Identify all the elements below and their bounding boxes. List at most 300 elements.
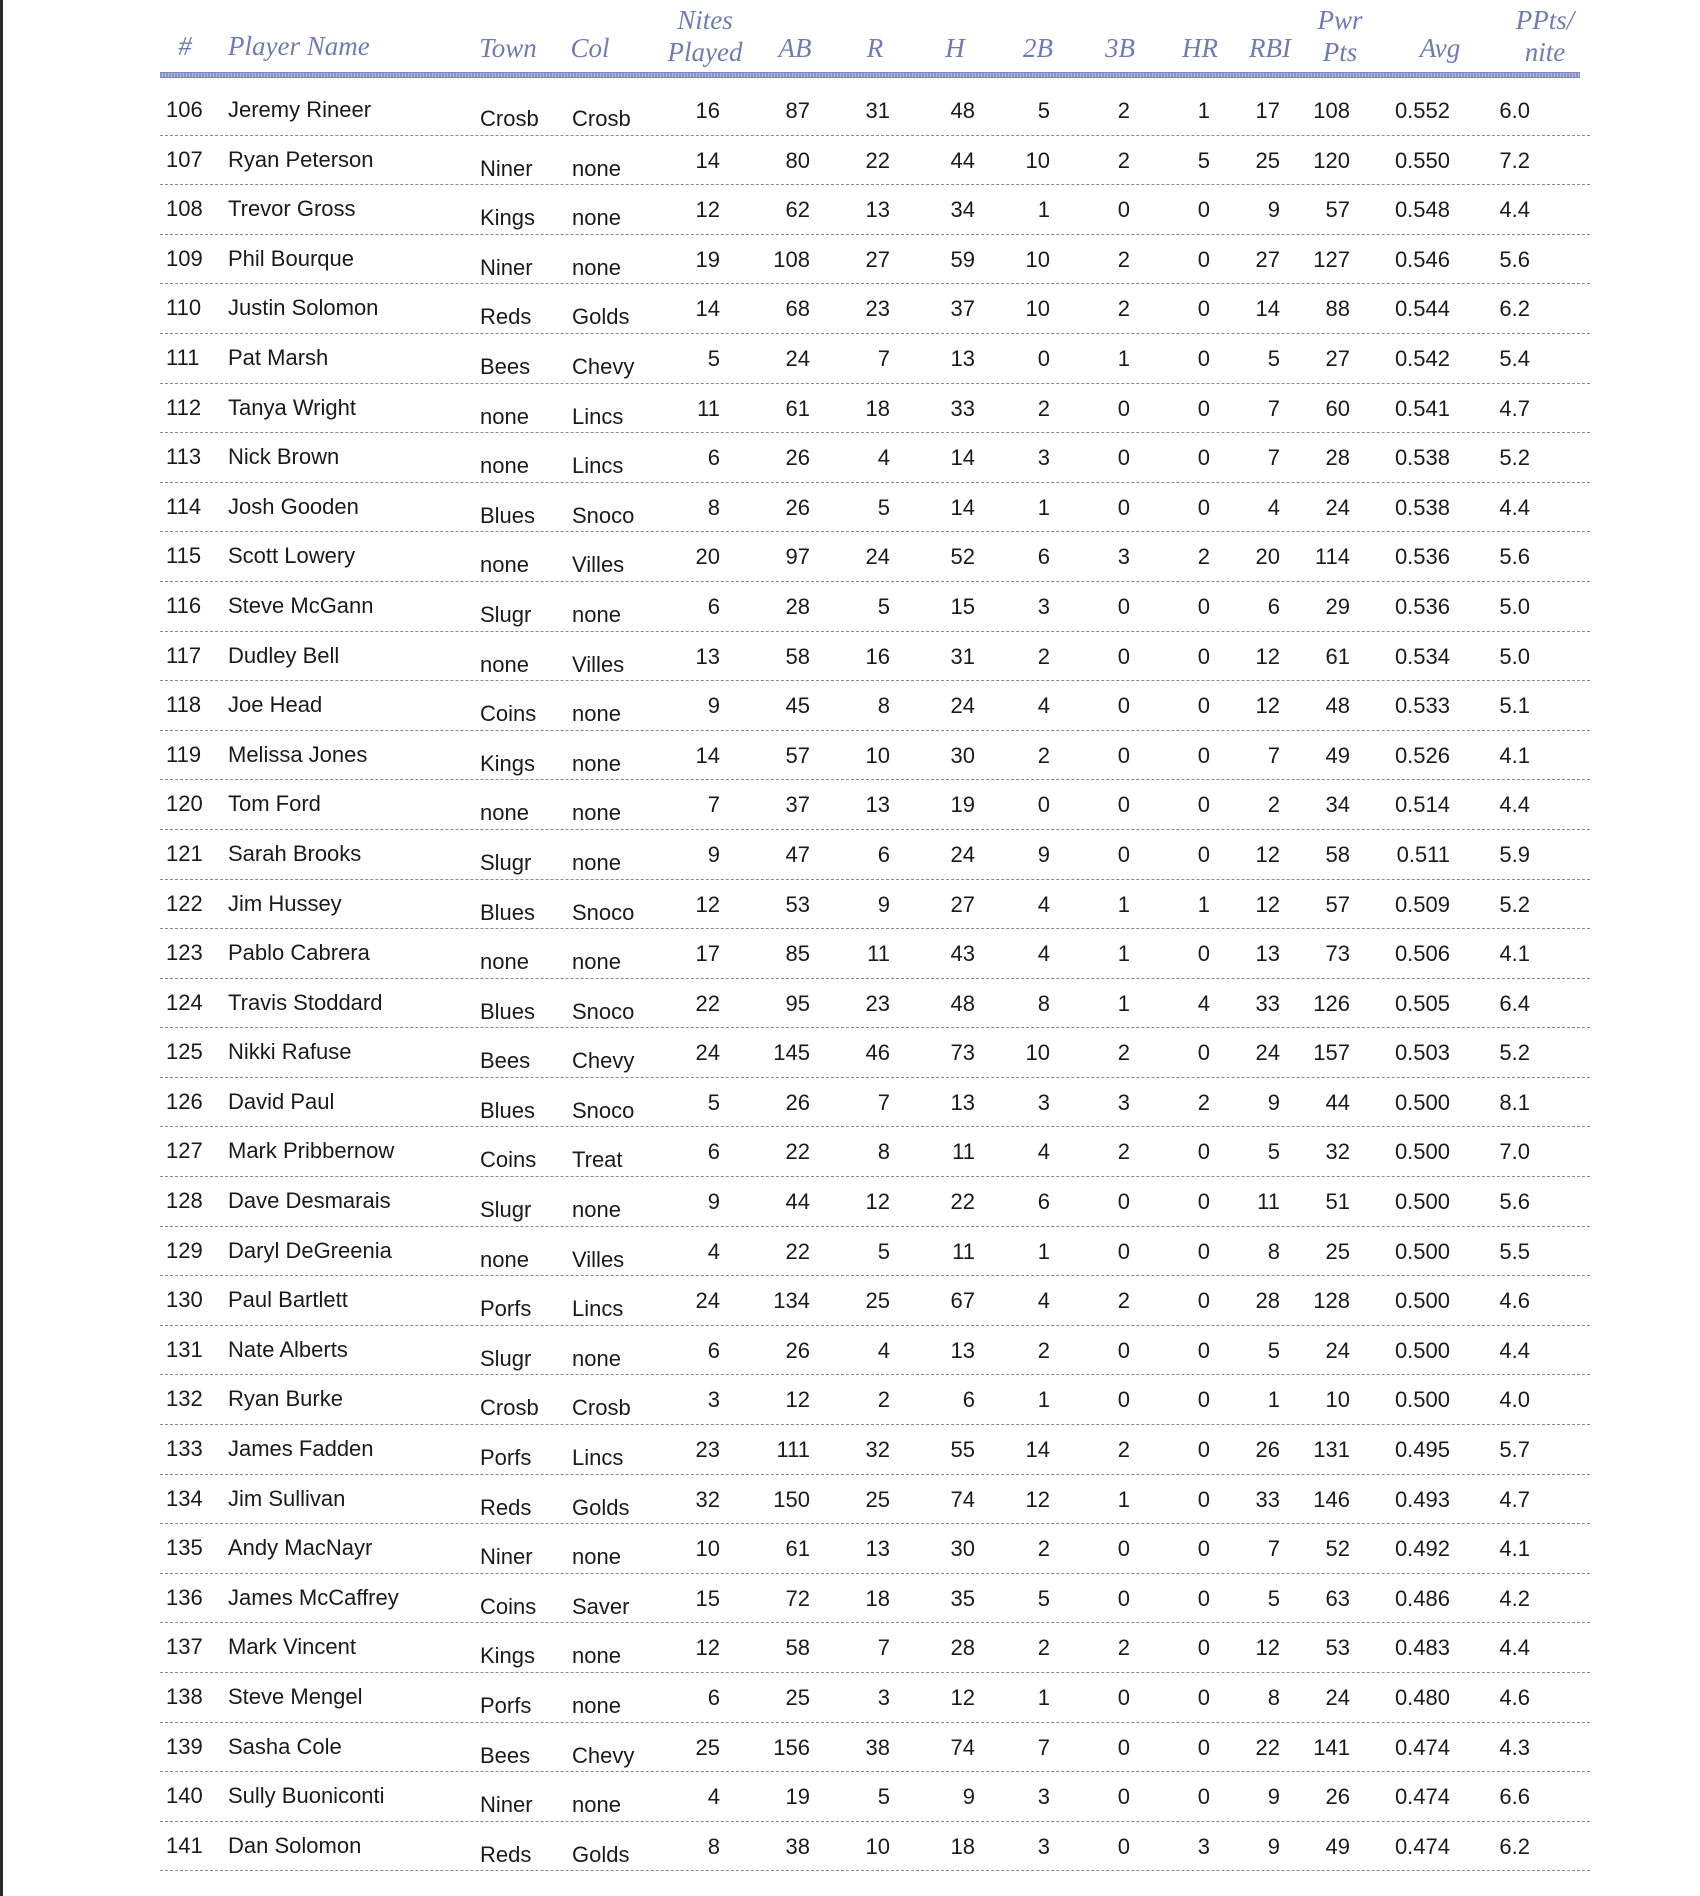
triples-cell: 0 — [1117, 1536, 1130, 1562]
rbi-cell: 9 — [1267, 1833, 1280, 1859]
at-bats-cell: 25 — [785, 1685, 810, 1710]
at-bats-cell: 26 — [785, 494, 810, 520]
triples-cell: 1 — [1117, 345, 1130, 371]
average-cell: 0.492 — [1394, 1536, 1450, 1562]
triples-cell: 0 — [1117, 445, 1130, 471]
header-col: Col — [570, 33, 610, 63]
average-cell: 0.526 — [1394, 742, 1450, 768]
col-cell: Villes — [572, 552, 625, 578]
triples-cell: 2 — [1117, 1040, 1130, 1066]
triples-cell: 2 — [1117, 296, 1130, 322]
average-cell: 0.474 — [1394, 1734, 1450, 1760]
doubles-cell: 6 — [1037, 1189, 1050, 1215]
at-bats-cell: 45 — [785, 693, 810, 719]
table-row — [160, 1078, 1590, 1128]
at-bats-cell: 26 — [785, 1089, 810, 1115]
runs-cell: 12 — [865, 1189, 890, 1215]
town-cell: Porfs — [480, 1693, 532, 1718]
average-cell: 0.536 — [1394, 544, 1450, 570]
town-cell: none — [480, 453, 529, 479]
col-cell: none — [572, 1197, 621, 1223]
runs-cell: 9 — [877, 891, 890, 917]
player-number-cell: 129 — [166, 1237, 203, 1263]
runs-cell: 4 — [877, 445, 890, 471]
power-points-cell: 27 — [1325, 345, 1350, 371]
col-cell: Chevy — [572, 353, 635, 379]
runs-cell: 5 — [877, 593, 890, 619]
nites-played-cell: 10 — [695, 1536, 720, 1562]
col-cell: none — [572, 1792, 621, 1818]
power-points-per-nite-cell: 5.6 — [1499, 544, 1530, 570]
col-cell: none — [572, 155, 621, 181]
triples-cell: 3 — [1117, 544, 1130, 570]
power-points-per-nite-cell: 6.6 — [1499, 1784, 1530, 1810]
at-bats-cell: 28 — [785, 593, 810, 619]
at-bats-cell: 57 — [785, 742, 810, 768]
player-name-cell: Tom Ford — [228, 791, 321, 817]
doubles-cell: 2 — [1037, 1635, 1050, 1661]
nites-played-cell: 32 — [695, 1486, 720, 1512]
table-row — [160, 830, 1590, 880]
nites-played-cell: 5 — [707, 345, 720, 371]
runs-cell: 18 — [865, 395, 890, 421]
runs-cell: 10 — [865, 1833, 890, 1859]
doubles-cell: 2 — [1037, 643, 1050, 669]
doubles-cell: 14 — [1025, 1437, 1050, 1463]
player-name-cell: Ryan Burke — [228, 1386, 343, 1412]
home-runs-cell: 0 — [1197, 792, 1210, 818]
player-number-cell: 121 — [166, 840, 203, 866]
player-number-cell: 116 — [166, 592, 202, 618]
table-row — [160, 1425, 1590, 1475]
average-cell: 0.509 — [1394, 891, 1450, 917]
doubles-cell: 4 — [1037, 693, 1050, 719]
home-runs-cell: 0 — [1197, 345, 1210, 371]
hits-cell: 74 — [950, 1734, 975, 1760]
player-name-cell: Sarah Brooks — [228, 840, 362, 866]
nites-played-cell: 14 — [695, 147, 720, 173]
at-bats-cell: 19 — [785, 1784, 810, 1810]
power-points-per-nite-cell: 6.2 — [1499, 296, 1530, 322]
col-cell: none — [572, 949, 621, 975]
nites-played-cell: 24 — [695, 1040, 720, 1066]
runs-cell: 4 — [877, 1337, 890, 1363]
nites-played-cell: 19 — [695, 246, 720, 272]
triples-cell: 0 — [1117, 1387, 1130, 1413]
header-town: Town — [479, 33, 537, 63]
col-cell: none — [572, 701, 621, 727]
home-runs-cell: 0 — [1197, 693, 1210, 719]
triples-cell: 2 — [1117, 1139, 1130, 1165]
table-row — [160, 1276, 1590, 1326]
hits-cell: 74 — [950, 1486, 975, 1512]
town-cell: Porfs — [480, 1296, 532, 1322]
town-cell: Reds — [480, 304, 532, 330]
at-bats-cell: 61 — [785, 395, 810, 421]
town-cell: Niner — [480, 1792, 533, 1818]
doubles-cell: 5 — [1037, 98, 1050, 123]
power-points-cell: 60 — [1325, 395, 1350, 421]
nites-played-cell: 13 — [695, 643, 720, 669]
runs-cell: 23 — [865, 990, 890, 1016]
triples-cell: 0 — [1117, 1189, 1130, 1215]
average-cell: 0.486 — [1394, 1585, 1450, 1611]
triples-cell: 0 — [1117, 792, 1130, 818]
town-cell: none — [480, 949, 529, 975]
player-name-cell: Dudley Bell — [228, 642, 340, 668]
power-points-cell: 26 — [1325, 1784, 1350, 1810]
nites-played-cell: 12 — [695, 197, 720, 223]
rbi-cell: 12 — [1255, 891, 1280, 917]
rbi-cell: 1 — [1267, 1387, 1280, 1413]
rbi-cell: 7 — [1267, 742, 1280, 768]
header-nite: nite — [1524, 37, 1566, 67]
table-row — [160, 483, 1590, 533]
runs-cell: 38 — [865, 1734, 890, 1760]
player-name-cell: Scott Lowery — [228, 543, 356, 569]
hits-cell: 14 — [950, 494, 975, 520]
col-cell: none — [572, 1544, 621, 1570]
power-points-per-nite-cell: 4.4 — [1499, 1337, 1530, 1363]
average-cell: 0.536 — [1394, 593, 1450, 619]
town-cell: none — [480, 552, 529, 578]
player-name-cell: Steve Mengel — [228, 1684, 363, 1709]
town-cell: Niner — [480, 254, 533, 280]
doubles-cell: 3 — [1037, 445, 1050, 471]
player-number-cell: 108 — [166, 196, 203, 222]
town-cell: Bees — [480, 353, 531, 379]
power-points-cell: 108 — [1313, 98, 1350, 123]
table-row — [160, 1375, 1590, 1425]
power-points-per-nite-cell: 6.4 — [1499, 990, 1530, 1016]
power-points-per-nite-cell: 5.2 — [1499, 1040, 1530, 1066]
at-bats-cell: 134 — [773, 1288, 810, 1314]
average-cell: 0.546 — [1394, 246, 1450, 272]
rbi-cell: 5 — [1267, 1139, 1280, 1165]
average-cell: 0.500 — [1394, 1189, 1450, 1215]
table-row — [160, 1127, 1590, 1177]
table-row — [160, 532, 1590, 582]
player-name-cell: Josh Gooden — [228, 493, 359, 519]
header-avg: Avg — [1419, 33, 1461, 63]
doubles-cell: 8 — [1037, 990, 1050, 1016]
nites-played-cell: 25 — [695, 1734, 720, 1760]
at-bats-cell: 156 — [773, 1734, 810, 1760]
at-bats-cell: 72 — [785, 1585, 810, 1611]
player-name-cell: Phil Bourque — [228, 245, 354, 271]
at-bats-cell: 97 — [785, 544, 810, 570]
town-cell: Slugr — [480, 849, 532, 875]
col-cell: none — [572, 750, 621, 776]
runs-cell: 23 — [865, 296, 890, 322]
player-name-cell: Jim Hussey — [228, 890, 342, 916]
nites-played-cell: 7 — [707, 792, 720, 818]
at-bats-cell: 24 — [785, 345, 810, 371]
player-number-cell: 110 — [166, 295, 202, 321]
at-bats-cell: 87 — [785, 98, 810, 123]
town-cell: Slugr — [480, 1345, 532, 1371]
rbi-cell: 22 — [1255, 1734, 1280, 1760]
player-name-cell: Jim Sullivan — [228, 1485, 346, 1511]
table-row — [160, 731, 1590, 781]
table-row — [160, 86, 1590, 136]
power-points-per-nite-cell: 4.4 — [1499, 792, 1530, 818]
hits-cell: 35 — [950, 1585, 975, 1611]
rbi-cell: 5 — [1267, 1585, 1280, 1611]
power-points-cell: 131 — [1313, 1437, 1350, 1463]
player-name-cell: Tanya Wright — [228, 394, 356, 420]
rbi-cell: 24 — [1255, 1040, 1280, 1066]
at-bats-cell: 12 — [785, 1387, 810, 1413]
town-cell: none — [480, 651, 529, 677]
power-points-per-nite-cell: 5.5 — [1499, 1238, 1530, 1264]
rbi-cell: 7 — [1267, 445, 1280, 471]
at-bats-cell: 80 — [785, 147, 810, 173]
hits-cell: 24 — [950, 693, 975, 719]
average-cell: 0.511 — [1396, 841, 1450, 867]
player-name-cell: Sully Buoniconti — [228, 1783, 385, 1809]
stats-table-body — [160, 86, 1590, 1871]
nites-played-cell: 3 — [707, 1387, 720, 1413]
power-points-cell: 63 — [1325, 1585, 1350, 1611]
triples-cell: 0 — [1117, 643, 1130, 669]
nites-played-cell: 4 — [707, 1784, 720, 1810]
col-cell: Saver — [572, 1593, 630, 1619]
runs-cell: 46 — [865, 1040, 890, 1066]
power-points-per-nite-cell: 7.2 — [1499, 147, 1530, 173]
rbi-cell: 9 — [1267, 1784, 1280, 1810]
player-name-cell: Daryl DeGreenia — [228, 1237, 392, 1263]
player-number-cell: 135 — [166, 1535, 203, 1561]
player-name-cell: Ryan Peterson — [228, 146, 374, 172]
rbi-cell: 5 — [1267, 1337, 1280, 1363]
player-number-cell: 132 — [166, 1386, 203, 1412]
player-name-cell: Trevor Gross — [228, 196, 356, 222]
average-cell: 0.500 — [1394, 1337, 1450, 1363]
home-runs-cell: 0 — [1197, 445, 1210, 471]
power-points-cell: 28 — [1325, 445, 1350, 471]
player-number-cell: 141 — [166, 1832, 203, 1858]
at-bats-cell: 47 — [785, 841, 810, 867]
player-number-cell: 109 — [166, 245, 203, 271]
player-number-cell: 119 — [166, 741, 202, 767]
triples-cell: 2 — [1117, 1437, 1130, 1463]
col-cell: none — [572, 849, 621, 875]
home-runs-cell: 0 — [1197, 1189, 1210, 1215]
player-name-cell: Dan Solomon — [228, 1832, 362, 1858]
table-row — [160, 880, 1590, 930]
rbi-cell: 12 — [1255, 693, 1280, 719]
power-points-cell: 141 — [1313, 1734, 1350, 1760]
doubles-cell: 2 — [1037, 742, 1050, 768]
table-header — [160, 0, 1580, 76]
nites-played-cell: 9 — [707, 841, 720, 867]
average-cell: 0.506 — [1394, 941, 1450, 967]
table-row — [160, 235, 1590, 285]
table-row — [160, 136, 1590, 186]
runs-cell: 31 — [865, 98, 890, 123]
doubles-cell: 4 — [1037, 941, 1050, 967]
power-points-cell: 44 — [1325, 1089, 1350, 1115]
runs-cell: 5 — [877, 494, 890, 520]
triples-cell: 0 — [1117, 1238, 1130, 1264]
town-cell: Bees — [480, 1048, 531, 1074]
average-cell: 0.538 — [1394, 445, 1450, 471]
table-row — [160, 1177, 1590, 1227]
triples-cell: 1 — [1117, 1486, 1130, 1512]
power-points-per-nite-cell: 4.4 — [1499, 494, 1530, 520]
at-bats-cell: 37 — [785, 792, 810, 818]
table-row — [160, 433, 1590, 483]
average-cell: 0.500 — [1394, 1089, 1450, 1115]
col-cell: none — [572, 601, 621, 627]
col-cell: Snoco — [572, 998, 635, 1024]
header-pwr: Pwr — [1317, 5, 1363, 35]
runs-cell: 3 — [877, 1685, 890, 1710]
triples-cell: 2 — [1117, 246, 1130, 272]
col-cell: none — [572, 1345, 621, 1371]
hits-cell: 19 — [950, 792, 975, 818]
town-cell: Bees — [480, 1742, 531, 1768]
player-name-cell: Nikki Rafuse — [228, 1039, 352, 1065]
town-cell: Kings — [480, 1643, 536, 1669]
power-points-per-nite-cell: 4.3 — [1499, 1734, 1530, 1760]
player-number-cell: 137 — [166, 1634, 203, 1660]
at-bats-cell: 150 — [773, 1486, 810, 1512]
town-cell: Slugr — [480, 601, 532, 627]
player-number-cell: 125 — [166, 1039, 203, 1065]
average-cell: 0.493 — [1394, 1486, 1450, 1512]
nites-played-cell: 24 — [695, 1288, 720, 1314]
home-runs-cell: 0 — [1197, 1536, 1210, 1562]
header-num: # — [178, 31, 192, 61]
home-runs-cell: 1 — [1197, 891, 1210, 917]
col-cell: Lincs — [572, 1296, 624, 1322]
player-number-cell: 134 — [166, 1485, 203, 1511]
nites-played-cell: 6 — [707, 1337, 720, 1363]
runs-cell: 7 — [877, 345, 890, 371]
runs-cell: 5 — [877, 1784, 890, 1810]
town-cell: Crosb — [480, 106, 539, 131]
table-row — [160, 1822, 1590, 1872]
runs-cell: 13 — [865, 792, 890, 818]
home-runs-cell: 1 — [1197, 98, 1210, 123]
power-points-cell: 157 — [1313, 1040, 1350, 1066]
player-number-cell: 140 — [166, 1783, 203, 1809]
header-rbi: RBI — [1249, 33, 1291, 63]
nites-played-cell: 6 — [707, 1139, 720, 1165]
town-cell: Reds — [480, 1841, 532, 1867]
doubles-cell: 10 — [1025, 147, 1050, 173]
table-row — [160, 1326, 1590, 1376]
average-cell: 0.514 — [1394, 792, 1450, 818]
player-number-cell: 133 — [166, 1436, 203, 1462]
player-number-cell: 127 — [166, 1138, 203, 1164]
home-runs-cell: 0 — [1197, 1486, 1210, 1512]
player-name-cell: Steve McGann — [228, 592, 374, 618]
header-3b: 3B — [1105, 33, 1135, 63]
average-cell: 0.500 — [1394, 1139, 1450, 1165]
col-cell: Lincs — [572, 403, 624, 429]
runs-cell: 8 — [877, 693, 890, 719]
power-points-per-nite-cell: 5.4 — [1499, 345, 1530, 371]
table-row — [160, 1772, 1590, 1822]
nites-played-cell: 8 — [707, 1833, 720, 1859]
doubles-cell: 1 — [1037, 1685, 1050, 1710]
col-cell: Lincs — [572, 453, 624, 479]
at-bats-cell: 111 — [776, 1437, 810, 1463]
rbi-cell: 25 — [1255, 147, 1280, 173]
power-points-per-nite-cell: 5.7 — [1499, 1437, 1530, 1463]
at-bats-cell: 145 — [773, 1040, 810, 1066]
doubles-cell: 3 — [1037, 1784, 1050, 1810]
hits-cell: 18 — [950, 1833, 975, 1859]
runs-cell: 10 — [865, 742, 890, 768]
hits-cell: 13 — [950, 345, 975, 371]
player-name-cell: Nate Alberts — [228, 1336, 348, 1362]
power-points-cell: 57 — [1325, 891, 1350, 917]
hits-cell: 14 — [950, 445, 975, 471]
hits-cell: 22 — [950, 1189, 975, 1215]
town-cell: none — [480, 403, 529, 429]
power-points-per-nite-cell: 6.0 — [1499, 98, 1530, 123]
player-name-cell: Nick Brown — [228, 444, 340, 470]
power-points-cell: 126 — [1313, 990, 1350, 1016]
rbi-cell: 9 — [1267, 1089, 1280, 1115]
nites-played-cell: 4 — [707, 1238, 720, 1264]
rbi-cell: 8 — [1267, 1238, 1280, 1264]
home-runs-cell: 0 — [1197, 1337, 1210, 1363]
power-points-per-nite-cell: 4.6 — [1499, 1288, 1530, 1314]
player-number-cell: 114 — [166, 493, 202, 519]
player-number-cell: 123 — [166, 940, 203, 966]
doubles-cell: 6 — [1037, 544, 1050, 570]
power-points-cell: 53 — [1325, 1635, 1350, 1661]
hits-cell: 30 — [950, 1536, 975, 1562]
at-bats-cell: 62 — [785, 197, 810, 223]
hits-cell: 48 — [950, 990, 975, 1016]
home-runs-cell: 0 — [1197, 1585, 1210, 1611]
table-row — [160, 334, 1590, 384]
power-points-cell: 51 — [1325, 1189, 1350, 1215]
town-cell: Crosb — [480, 1395, 539, 1421]
runs-cell: 13 — [865, 197, 890, 223]
header-pts: Pts — [1322, 37, 1358, 67]
doubles-cell: 1 — [1037, 1387, 1050, 1413]
at-bats-cell: 26 — [785, 445, 810, 471]
col-cell: Crosb — [572, 106, 631, 131]
col-cell: none — [572, 1643, 621, 1669]
rbi-cell: 11 — [1257, 1189, 1280, 1215]
hits-cell: 28 — [950, 1635, 975, 1661]
runs-cell: 6 — [877, 841, 890, 867]
triples-cell: 0 — [1117, 742, 1130, 768]
home-runs-cell: 0 — [1197, 1784, 1210, 1810]
table-row — [160, 185, 1590, 235]
hits-cell: 11 — [952, 1139, 975, 1165]
hits-cell: 44 — [950, 147, 975, 173]
header-player-name: Player Name — [228, 31, 370, 61]
average-cell: 0.538 — [1394, 494, 1450, 520]
power-points-per-nite-cell: 4.1 — [1499, 742, 1530, 768]
hits-cell: 52 — [950, 544, 975, 570]
nites-played-cell: 14 — [695, 296, 720, 322]
doubles-cell: 2 — [1037, 1337, 1050, 1363]
col-cell: Villes — [572, 1246, 625, 1272]
col-cell: Snoco — [572, 502, 635, 528]
town-cell: none — [480, 800, 529, 826]
rbi-cell: 33 — [1255, 990, 1280, 1016]
